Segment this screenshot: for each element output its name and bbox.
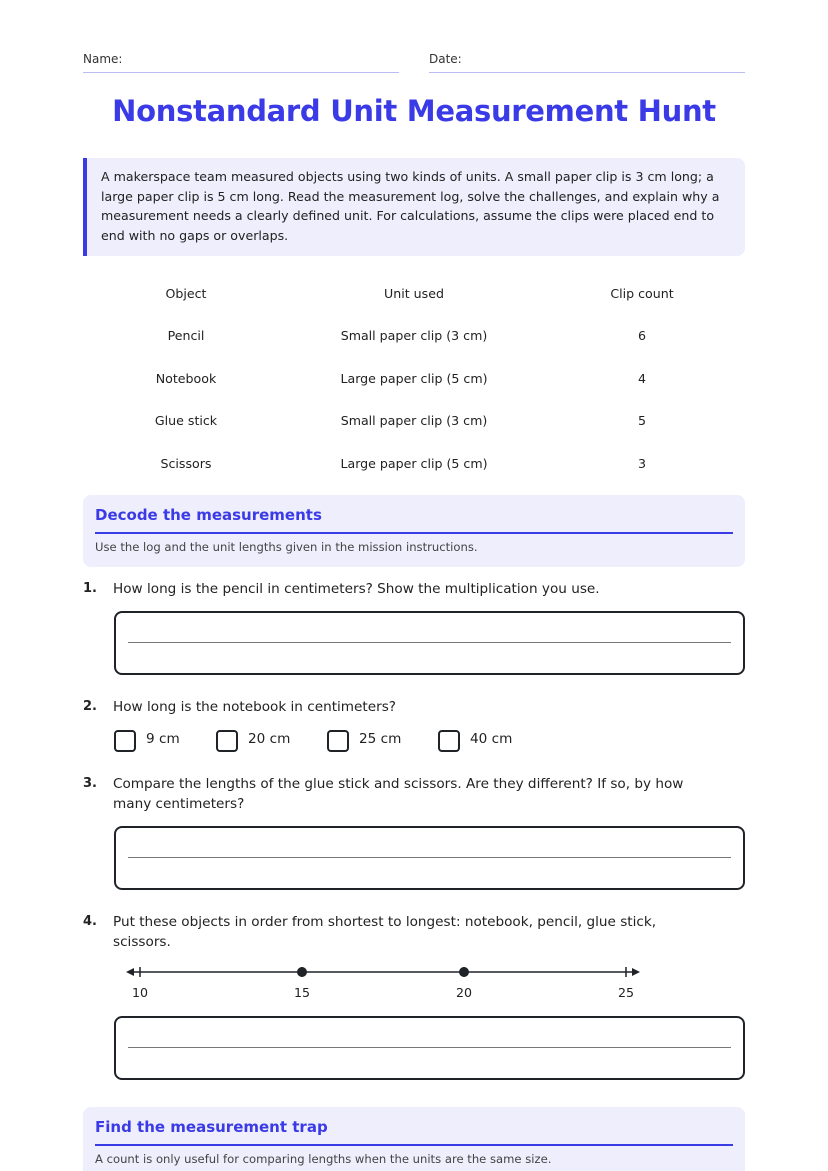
date-label: Date: bbox=[429, 52, 462, 66]
section-title: Decode the measurements bbox=[95, 506, 733, 534]
date-field[interactable] bbox=[429, 52, 745, 73]
cell-count: 5 bbox=[637, 413, 646, 429]
page-title: Nonstandard Unit Measurement Hunt bbox=[112, 94, 716, 128]
name-label: Name: bbox=[83, 52, 123, 66]
table-row bbox=[83, 357, 745, 400]
header-fields bbox=[83, 52, 745, 74]
number-line-tick-label: 10 bbox=[131, 985, 149, 1000]
checkbox[interactable] bbox=[327, 730, 349, 752]
left-arrow-icon bbox=[126, 968, 134, 976]
section-note: Use the log and the unit lengths given in the mission instructions. bbox=[95, 540, 478, 554]
question-text: Compare the lengths of the glue stick and scissors. Are they different? If so, by how many centimeters? bbox=[113, 776, 684, 812]
cell-count: 3 bbox=[637, 455, 646, 471]
checkbox[interactable] bbox=[114, 730, 136, 752]
number-line-point bbox=[459, 967, 469, 977]
number-line-tick-label: 25 bbox=[617, 985, 635, 1000]
section-trap bbox=[83, 1107, 745, 1171]
option-label: 9 cm bbox=[146, 731, 180, 747]
cell-unit: Small paper clip (3 cm) bbox=[340, 328, 488, 344]
table-row bbox=[83, 442, 745, 485]
question-text: Put these objects in order from shortest to longest: notebook, pencil, glue stick, scissors. bbox=[113, 914, 657, 950]
name-field[interactable] bbox=[83, 52, 399, 73]
right-arrow-icon bbox=[632, 968, 640, 976]
cell-count: 6 bbox=[637, 328, 646, 344]
question-number: 1. bbox=[83, 581, 97, 596]
checkbox[interactable] bbox=[216, 730, 238, 752]
question-text: How long is the notebook in centimeters? bbox=[113, 699, 396, 715]
cell-unit: Large paper clip (5 cm) bbox=[340, 455, 488, 471]
answer-line bbox=[128, 1047, 731, 1048]
table-row bbox=[83, 400, 745, 443]
measurement-log-table bbox=[83, 272, 745, 485]
answer-line bbox=[128, 857, 731, 858]
cell-object: Scissors bbox=[160, 455, 212, 471]
answer-box[interactable] bbox=[114, 826, 745, 890]
cell-unit: Small paper clip (3 cm) bbox=[340, 413, 488, 429]
answer-box[interactable] bbox=[114, 1016, 745, 1080]
option-label: 40 cm bbox=[470, 731, 513, 747]
column-header-object: Object bbox=[165, 285, 207, 301]
question-number: 4. bbox=[83, 914, 97, 929]
answer-box[interactable] bbox=[114, 611, 745, 675]
question-text: How long is the pencil in centimeters? Show the multiplication you use. bbox=[113, 581, 600, 597]
cell-count: 4 bbox=[637, 370, 646, 386]
number-line bbox=[120, 956, 650, 1006]
cell-object: Glue stick bbox=[154, 413, 218, 429]
table-header-row bbox=[83, 272, 745, 315]
column-header-unit: Unit used bbox=[384, 285, 444, 301]
number-line-tick-label: 20 bbox=[455, 985, 473, 1000]
answer-line bbox=[128, 642, 731, 643]
section-decode bbox=[83, 495, 745, 567]
checkbox[interactable] bbox=[438, 730, 460, 752]
question-number: 3. bbox=[83, 776, 97, 791]
option-label: 25 cm bbox=[359, 731, 402, 747]
cell-object: Notebook bbox=[155, 370, 217, 386]
number-line-point bbox=[297, 967, 307, 977]
column-header-count: Clip count bbox=[610, 285, 674, 301]
table-row bbox=[83, 315, 745, 358]
question-number: 2. bbox=[83, 699, 97, 714]
cell-unit: Large paper clip (5 cm) bbox=[340, 370, 488, 386]
section-note: A count is only useful for comparing lengths when the units are the same size. bbox=[95, 1152, 552, 1166]
option-label: 20 cm bbox=[248, 731, 291, 747]
number-line-tick-label: 15 bbox=[293, 985, 311, 1000]
mission-instructions: A makerspace team measured objects using two kinds of units. A small paper clip is 3 cm long; a large paper clip is 5 cm long. Read the measurement log, solve the challenges, and explain why a measurement needs a clearly defined unit. For calculations, assume the clips were placed end to end with no gaps or overlaps. bbox=[83, 158, 745, 256]
cell-object: Pencil bbox=[167, 328, 205, 344]
section-title: Find the measurement trap bbox=[95, 1118, 733, 1146]
